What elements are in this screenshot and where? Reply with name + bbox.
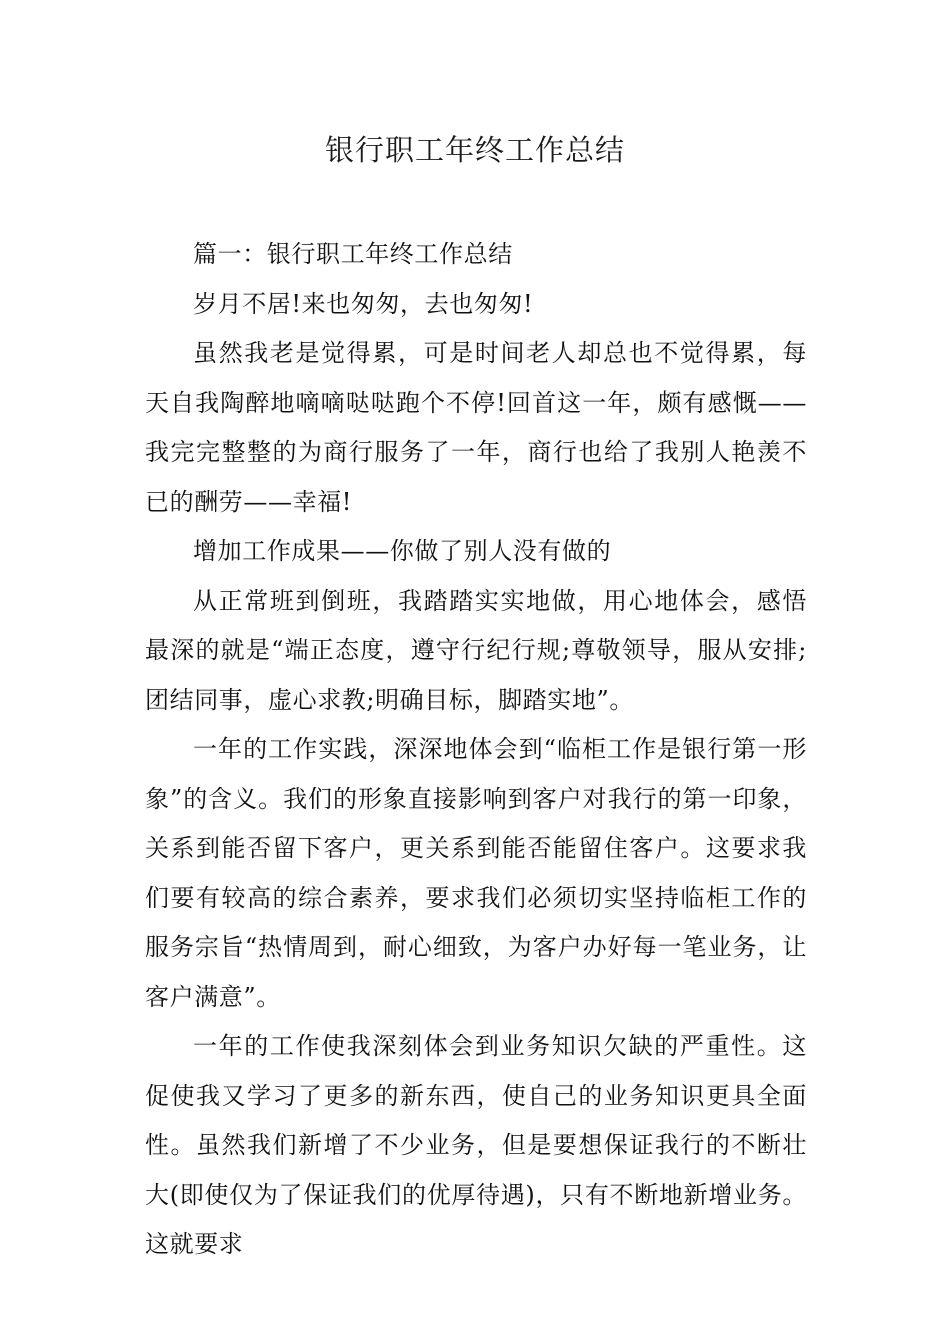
section-heading: 篇一：银行职工年终工作总结 bbox=[193, 240, 513, 268]
subheading: 增加工作成果——你做了别人没有做的 bbox=[193, 537, 612, 565]
paragraph: 一年的工作实践，深深地体会到“临柜工作是银行第一形象”的含义。我们的形象直接影响到客户对我行的第一印象，关系到能否留下客户，更关系到能否能留住客户。这要求我们要有较高的综合素养，要求我们必须切实坚持临柜工作的服务宗旨“热情周到，耐心细致，为客户办好每一笔业务，让客户满意”。 bbox=[145, 735, 807, 1011]
paragraph: 一年的工作使我深刻体会到业务知识欠缺的严重性。这促使我又学习了更多的新东西，使自己的业务知识更具全面性。虽然我们新增了不少业务，但是要想保证我行的不断壮大(即使仅为了保证我们的优厚待遇)，只有不断地新增业务。这就要求 bbox=[145, 1032, 807, 1258]
paragraph: 岁月不居!来也匆匆，去也匆匆! bbox=[193, 289, 534, 318]
paragraph: 从正常班到倒班，我踏踏实实地做，用心地体会，感悟最深的就是“端正态度，遵守行纪行规;尊敬领导，服从安排;团结同事，虚心求教;明确目标，脚踏实地”。 bbox=[145, 586, 807, 714]
paragraph: 虽然我老是觉得累，可是时间老人却总也不觉得累，每天自我陶醉地嘀嘀哒哒跑个不停!回首这一年，颇有感慨——我完完整整的为商行服务了一年，商行也给了我别人艳羡不已的酬劳——幸福! bbox=[145, 339, 807, 516]
document-body bbox=[145, 230, 807, 1270]
document-title: 银行职工年终工作总结 bbox=[324, 133, 625, 167]
